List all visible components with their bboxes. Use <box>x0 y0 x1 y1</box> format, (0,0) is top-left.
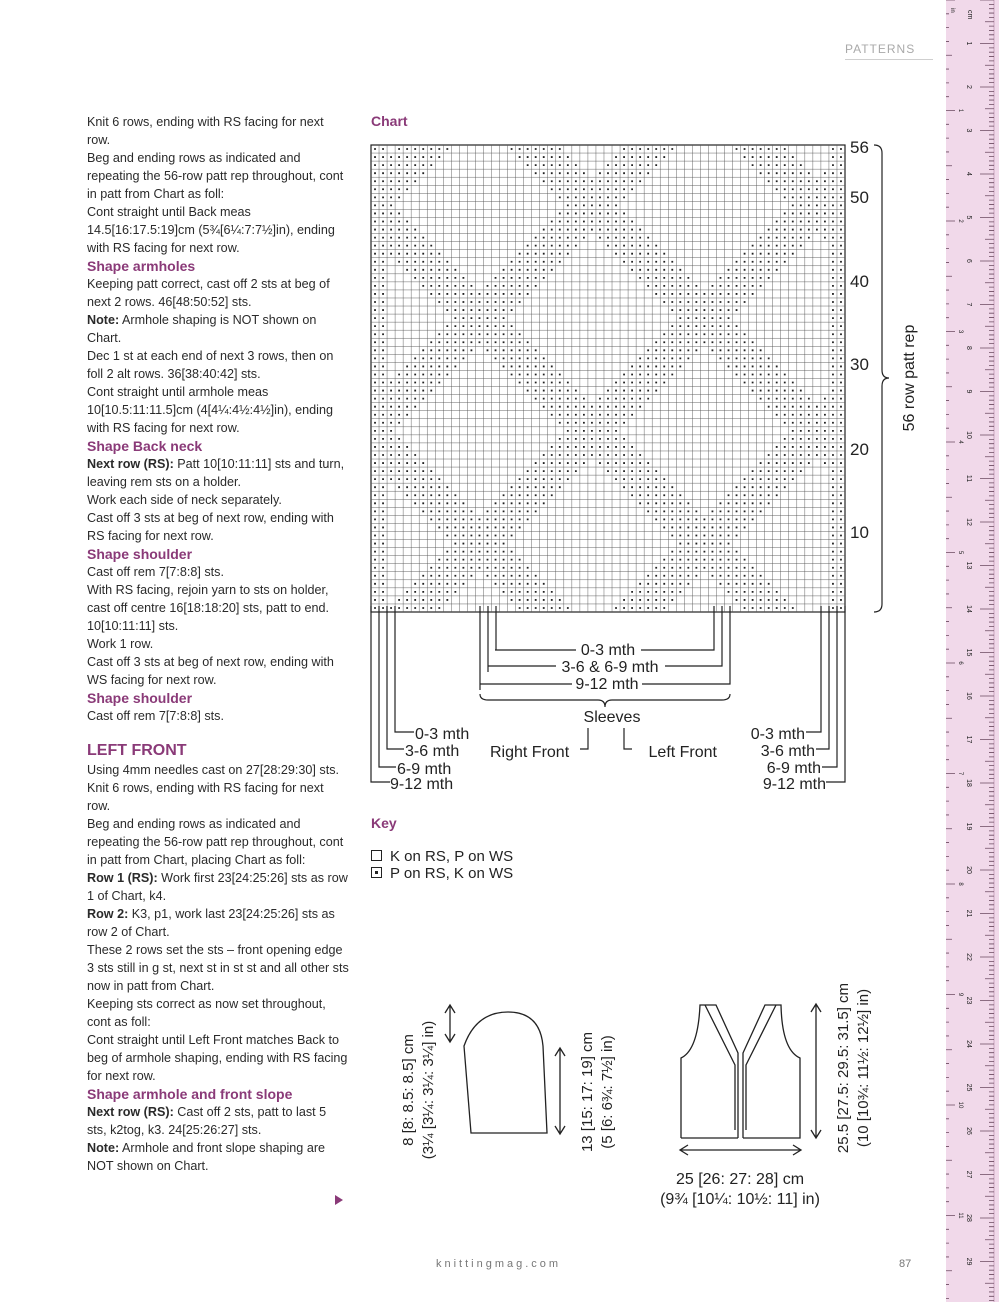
instruction-text: Cont straight until armhole meas 10[10.5:11:11.5]cm (4[4¼:4½:4½]in), ending with RS facing for next row. <box>87 385 333 435</box>
sleeves-label: Sleeves <box>583 709 641 726</box>
ruler-cm-label: 28 <box>965 1214 972 1222</box>
instruction-text: Dec 1 st at each end of next 3 rows, then on foll 2 alt rows. 36[38:40:42] sts. <box>87 349 334 381</box>
instruction-text: Work each side of neck separately. <box>87 493 282 507</box>
subheading-shape-armholes: Shape armholes <box>87 258 196 274</box>
key-item-knit: K on RS, P on WS <box>371 848 513 865</box>
ruler-cm-label: 16 <box>965 692 972 700</box>
empty-square-icon <box>371 850 382 861</box>
ruler-cm-label: 9 <box>965 389 972 394</box>
row-number: 40 <box>850 272 869 291</box>
ruler-unit-in: in <box>949 8 955 13</box>
size-label: 3-6 mth <box>760 743 815 760</box>
instruction-text: Knit 6 rows, ending with RS facing for next row. <box>87 115 324 147</box>
ruler-cm-label: 20 <box>965 866 972 874</box>
right-front-label: Right Front <box>490 744 570 761</box>
ruler-inch-label: 7 <box>957 771 963 776</box>
ruler-cm-label: 19 <box>965 822 972 831</box>
body-schematic <box>680 1004 821 1155</box>
body-length-measurement-in: (10 [10¾: 11½: 12½] in) <box>855 988 872 1148</box>
size-label: 9-12 mth <box>762 776 826 793</box>
ruler-cm-label: 1 <box>965 41 972 46</box>
instruction-text: These 2 rows set the sts – front opening edge 3 sts still in g st, next st in st st and all other sts now in patt from Chart. <box>87 943 349 993</box>
left-front-label: Left Front <box>648 744 717 761</box>
ruler-cm-label: 29 <box>965 1257 972 1266</box>
instruction-text: Keeping sts correct as now set throughout, cont as foll: <box>87 997 326 1029</box>
ruler-inch-label: 1 <box>957 108 963 113</box>
subheading-shape-shoulder: Shape shoulder <box>87 546 193 562</box>
sleeve-top-measurement-in: (3¼ [3¼: 3¼: 3¼] in) <box>420 1020 437 1160</box>
chart-grid <box>371 145 845 612</box>
instruction-row: Next row (RS): Patt 10[10:11:11] sts and turn, leaving rem sts on a holder. <box>87 457 345 489</box>
size-label: 0-3 mth <box>750 726 805 743</box>
ruler-cm-label: 18 <box>965 779 972 787</box>
ruler-cm-label: 13 <box>965 561 972 570</box>
instruction-row: Row 1 (RS): Work first 23[24:25:26] sts as row 1 of Chart, k4. <box>87 871 348 903</box>
row-number: 10 <box>850 523 869 542</box>
ruler-cm-label: 11 <box>965 474 972 483</box>
ruler-cm-label: 22 <box>965 953 972 961</box>
ruler-cm-label: 2 <box>965 85 972 89</box>
ruler-inch-label: 4 <box>957 440 963 444</box>
instruction-row: Next row (RS): Cast off 2 sts, patt to last 5 sts, k2tog, k3. 24[25:26:27] sts. <box>87 1105 327 1137</box>
measuring-ruler <box>946 0 999 1302</box>
size-label: 9-12 mth <box>575 676 639 693</box>
ruler-cm-label: 5 <box>965 215 972 220</box>
ruler-unit-cm: cm <box>966 10 973 20</box>
instruction-text: Cast off rem 7[7:8:8] sts. <box>87 709 224 723</box>
chart-title: Chart <box>371 113 408 129</box>
ruler-inch-label: 2 <box>957 219 963 223</box>
ruler-inch-label: 3 <box>957 329 963 334</box>
ruler-cm-label: 8 <box>965 346 972 350</box>
section-header: PATTERNS <box>845 42 933 60</box>
key-title: Key <box>371 815 397 831</box>
body-width-measurement: 25 [26: 27: 28] cm <box>675 1171 805 1188</box>
instruction-note: Note: Armhole shaping is NOT shown on Chart. <box>87 313 317 345</box>
instruction-text: Beg and ending rows as indicated and repeating the 56-row patt rep throughout, cont in patt from Chart as foll: <box>87 151 344 201</box>
ruler-inch-label: 6 <box>957 661 963 665</box>
ruler-inch-label: 5 <box>957 550 963 555</box>
sleeve-schematic <box>445 1005 565 1134</box>
instruction-text: Keeping patt correct, cast off 2 sts at beg of next 2 rows. 46[48:50:52] sts. <box>87 277 330 309</box>
ruler-cm-label: 23 <box>965 996 972 1005</box>
size-label: 9-12 mth <box>390 776 454 793</box>
ruler-cm-label: 24 <box>965 1040 972 1048</box>
ruler-cm-label: 10 <box>965 431 972 439</box>
ruler-cm-label: 12 <box>965 518 972 526</box>
ruler-inch-label: 11 <box>957 1212 963 1219</box>
instruction-note: Note: Armhole and front slope shaping are NOT shown on Chart. <box>87 1141 326 1173</box>
body-length-measurement: 25.5 [27.5: 29.5: 31.5] cm <box>835 982 852 1154</box>
size-label: 6-9 mth <box>766 760 821 777</box>
ruler-cm-label: 26 <box>965 1127 972 1135</box>
right-front-size-labels <box>390 726 570 793</box>
sleeve-length-measurement: 13 [15: 17: 19] cm <box>579 1031 596 1153</box>
sleeve-length-measurement-in: (5 [6: 6¾: 7½] in) <box>599 1035 616 1149</box>
instruction-text: Knit 6 rows, ending with RS facing for next row. <box>87 781 324 813</box>
subheading-shape-back-neck: Shape Back neck <box>87 438 203 454</box>
size-label: 3-6 & 6-9 mth <box>561 659 659 676</box>
ruler-cm-label: 6 <box>965 259 972 263</box>
instruction-text: Cast off rem 7[7:8:8] sts. <box>87 565 224 579</box>
instruction-text: Using 4mm needles cast on 27[28:29:30] sts. <box>87 763 340 777</box>
sleeve-top-measurement: 8 [8: 8.5: 8.5] cm <box>400 1034 417 1146</box>
instruction-text: Beg and ending rows as indicated and repeating the 56-row patt rep throughout, cont in patt from Chart, placing Chart as foll: <box>87 817 344 867</box>
ruler-cm-label: 15 <box>965 648 972 657</box>
ruler-cm-label: 7 <box>965 302 972 307</box>
footer-website: knittingmag.com <box>436 1258 562 1270</box>
pattern-repeat-label: 56 row patt rep <box>901 324 918 432</box>
page-number: 87 <box>899 1258 912 1270</box>
instruction-text: Cast off 3 sts at beg of next row, ending with RS facing for next row. <box>87 511 334 543</box>
row-number: 50 <box>850 188 869 207</box>
size-label: 0-3 mth <box>580 642 636 659</box>
key-item-purl: P on RS, K on WS <box>371 865 513 882</box>
row-number: 20 <box>850 440 869 459</box>
ruler-inch-label: 9 <box>957 992 963 997</box>
instruction-row: Row 2: K3, p1, work last 23[24:25:26] sts as row 2 of Chart. <box>87 907 335 939</box>
instruction-text: With RS facing, rejoin yarn to sts on holder, cast off centre 16[18:18:20] sts, patt to end. 10[10:11:11] sts. <box>87 583 330 633</box>
heading-left-front: LEFT FRONT <box>87 742 187 759</box>
size-label: 0-3 mth <box>415 726 470 743</box>
ruler-cm-label: 27 <box>965 1170 972 1179</box>
instruction-text: Work 1 row. <box>87 637 154 651</box>
ruler-cm-label: 14 <box>965 605 972 613</box>
instruction-text: Cast off 3 sts at beg of next row, ending with WS facing for next row. <box>87 655 334 687</box>
ruler-cm-label: 3 <box>965 128 972 133</box>
subheading-shape-armhole-front-slope: Shape armhole and front slope <box>87 1086 293 1102</box>
body-width-measurement-in: (9¾ [10¼: 10½: 11] in) <box>660 1191 820 1208</box>
dotted-square-icon <box>371 867 382 878</box>
size-label: 3-6 mth <box>405 743 460 760</box>
instruction-text: Cont straight until Back meas 14.5[16:17.5:19]cm (5¾[6¼:7:7½]in), ending with RS facing for next row. <box>87 205 335 255</box>
ruler-cm-label: 21 <box>965 909 972 918</box>
instruction-text: Cont straight until Left Front matches Back to beg of armhole shaping, ending with RS facing for next row. <box>87 1033 348 1083</box>
ruler-cm-label: 4 <box>965 172 972 176</box>
ruler-inch-label: 8 <box>957 882 963 886</box>
left-front-size-labels <box>649 726 826 793</box>
row-number: 30 <box>850 355 869 374</box>
size-label: 6-9 mth <box>397 761 452 778</box>
row-number: 56 <box>850 138 869 157</box>
chart-row-numbers <box>850 138 869 542</box>
ruler-cm-label: 25 <box>965 1083 972 1092</box>
ruler-inch-label: 10 <box>957 1101 963 1109</box>
subheading-shape-shoulder: Shape shoulder <box>87 690 193 706</box>
ruler-cm-label: 17 <box>965 735 972 744</box>
